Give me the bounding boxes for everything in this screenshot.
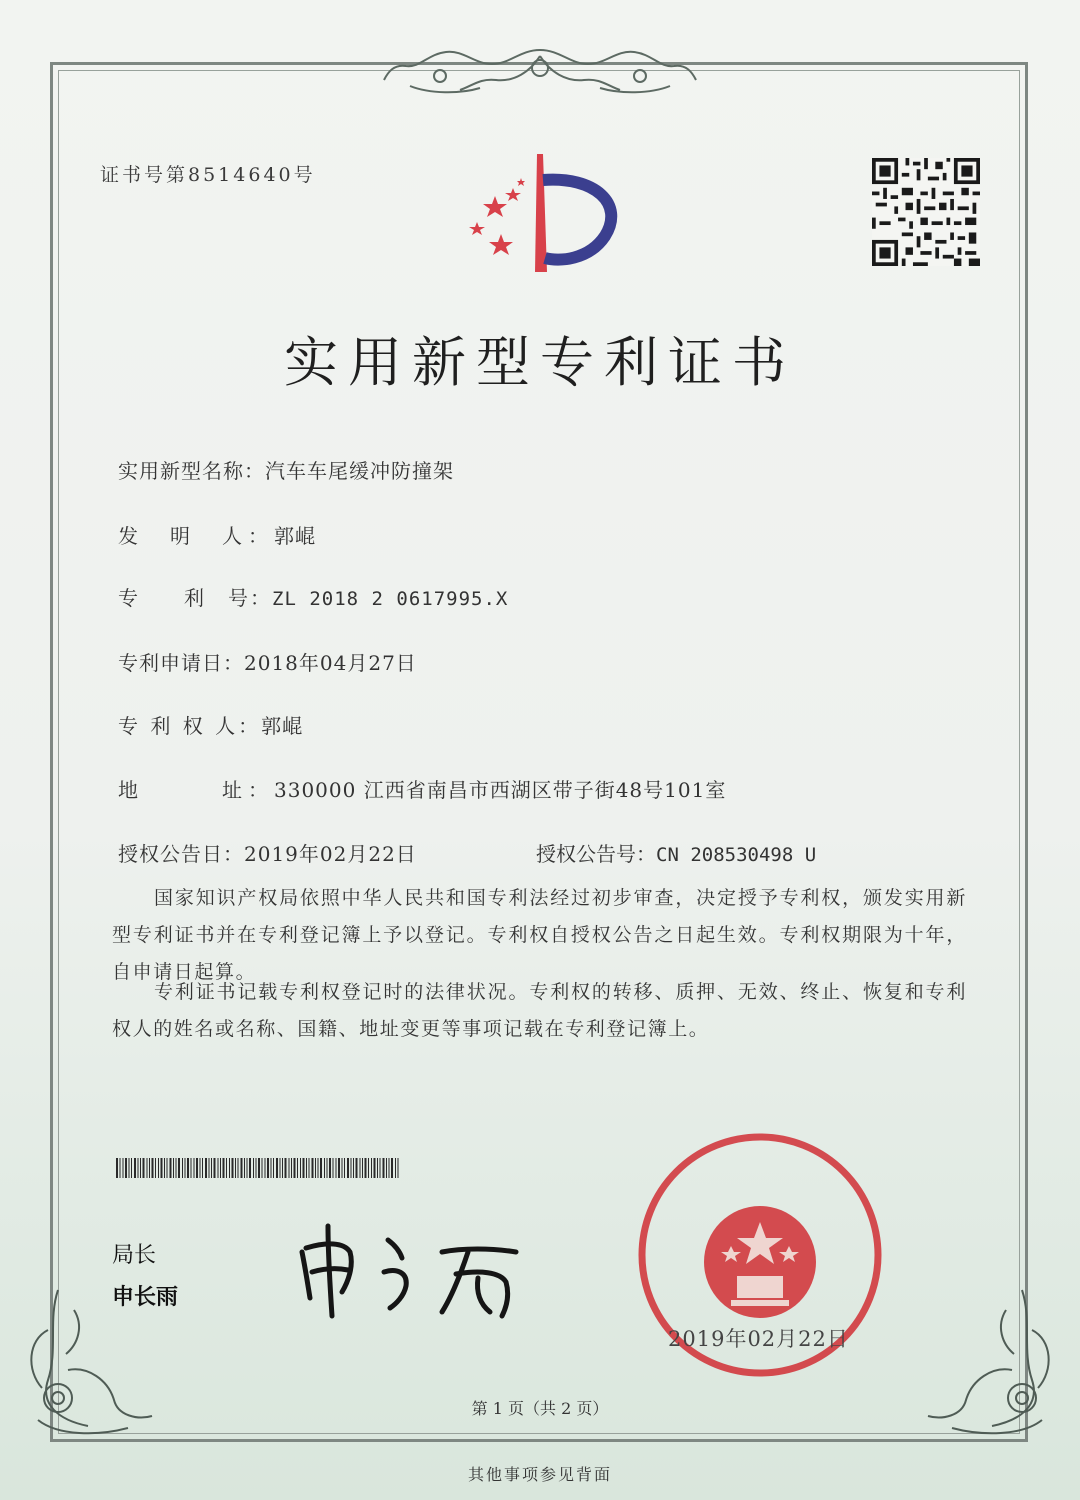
field-value: CN 208530498 U xyxy=(656,844,817,866)
body-paragraph-1: 国家知识产权局依照中华人民共和国专利法经过初步审查，决定授予专利权，颁发实用新型专利证书并在专利登记簿上予以登记。专利权自授权公告之日起生效。专利权期限为十年，自申请日起算。 xyxy=(112,887,967,983)
field-label: 专 利 权 人： xyxy=(118,714,262,738)
field-filing-date xyxy=(118,647,417,676)
field-patent-number xyxy=(118,582,508,611)
field-label: 地 址： xyxy=(118,778,274,802)
field-label: 发 明 人： xyxy=(118,524,274,548)
body-paragraph-2: 专利证书记载专利权登记时的法律状况。专利权的转移、质押、无效、终止、恢复和专利权人的姓名或名称、国籍、地址变更等事项记载在专利登记簿上。 xyxy=(112,981,967,1040)
field-patentee xyxy=(118,710,303,739)
certificate-number: 证书号第8514640号 xyxy=(100,164,316,186)
barcode xyxy=(116,1158,402,1178)
field-value: ZL 2018 2 0617995.X xyxy=(272,588,509,610)
field-value: 2019年02月22日 xyxy=(244,842,417,866)
field-value: 2018年04月27日 xyxy=(244,651,417,675)
seal-date: 2019年02月22日 xyxy=(668,1327,849,1351)
field-label: 授权公告号： xyxy=(536,842,656,866)
field-label: 授权公告日： xyxy=(118,842,244,866)
qr-code[interactable] xyxy=(870,158,982,266)
field-publication-number xyxy=(536,838,816,867)
handwritten-signature xyxy=(292,1212,542,1322)
signatory-name: 申长雨 xyxy=(112,1285,179,1310)
field-label: 专利申请日： xyxy=(118,651,244,675)
field-label: 专 利 号： xyxy=(118,586,272,610)
field-publication-date xyxy=(118,838,417,867)
field-label: 实用新型名称： xyxy=(118,459,265,483)
field-inventor xyxy=(118,520,316,549)
field-address xyxy=(118,774,726,803)
field-utility-model-name xyxy=(118,455,454,484)
field-value: 郭崐 xyxy=(261,714,304,738)
field-value: 郭崐 xyxy=(274,524,316,548)
field-value: 330000 江西省南昌市西湖区带子街48号101室 xyxy=(274,778,727,802)
top-ornament xyxy=(380,42,700,98)
document-title: 实用新型专利证书 xyxy=(284,331,796,394)
field-value: 汽车车尾缓冲防撞架 xyxy=(265,459,454,483)
page-indicator: 第 1 页（共 2 页） xyxy=(471,1399,609,1418)
signatory-title: 局长 xyxy=(112,1243,157,1268)
back-note: 其他事项参见背面 xyxy=(467,1465,612,1484)
cnipa-logo xyxy=(455,150,635,280)
